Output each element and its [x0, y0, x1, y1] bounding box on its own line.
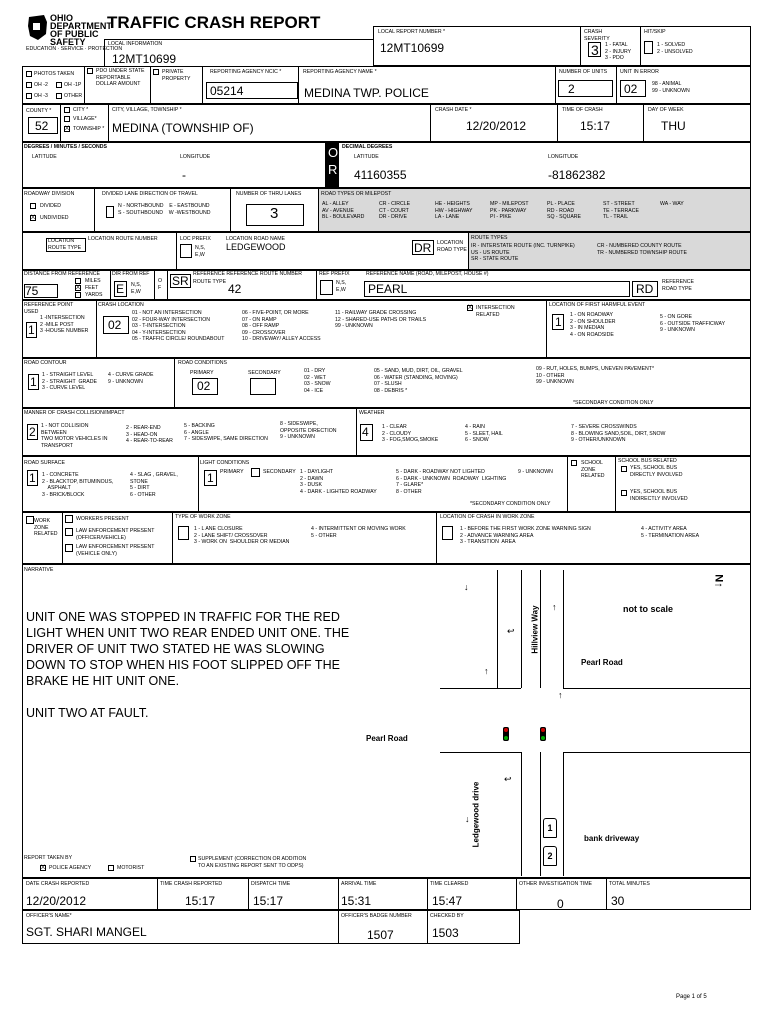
pearl-right-label: Pearl Road	[581, 658, 623, 667]
arrow-up-icon: ↑	[552, 602, 557, 612]
photo-oh2-label: OH -2	[34, 82, 48, 88]
light-primary-value[interactable]: 1	[207, 471, 214, 485]
refpoint-label: REFERENCE POINT USED	[24, 302, 74, 315]
traffic-light-icon	[503, 727, 509, 741]
dir-label: DIR FROM REF	[112, 271, 150, 277]
unit-1-vehicle: 1	[543, 818, 557, 838]
badge-label: OFFICER'S BADGE NUMBER	[341, 913, 412, 919]
wz-loc-col2: 4 - ACTIVITY AREA 5 - TERMINATION AREA	[641, 526, 700, 539]
ref-route-type-label: ROUTE TYPE	[193, 279, 227, 285]
bus-indirect-label: YES, SCHOOL BUS INDIRECTLY INVOLVED	[630, 489, 688, 502]
crash-loc-col3: 11 - RAILWAY GRADE CROSSING 12 - SHARED-USE PATHS OR TRAILS 99 - UNKNOWN	[335, 310, 427, 329]
weather-label: WEATHER	[359, 410, 385, 416]
collision-col2: 2 - REAR-END 3 - HEAD-ON 4 - REAR-TO-REAR	[126, 425, 173, 444]
first-harm-value[interactable]: 1	[555, 315, 562, 329]
bank-driveway-label: bank driveway	[584, 834, 640, 843]
workers-present-checkbox[interactable]	[65, 515, 73, 523]
wz-loc-col1: 1 - BEFORE THE FIRST WORK ZONE WARNING SIGN 2 - ADVANCE WARNING AREA 3 - TRANSITION AREA	[460, 526, 591, 545]
arrival-value[interactable]: 15:31	[341, 894, 372, 908]
pdo-label: PDO UNDER STATE REPORTABLE DOLLAR AMOUNT	[96, 68, 145, 87]
hit-skip-label: HIT/SKIP	[644, 29, 666, 35]
arrow-up-icon: ↑	[558, 690, 563, 700]
city-checkbox[interactable]	[64, 107, 70, 113]
taken-by-label: REPORT TAKEN BY	[24, 855, 73, 861]
ledgewood-label: Ledgewood drive	[471, 781, 481, 848]
surface-col2: 4 - SLAG , GRAVEL, STONE 5 - DIRT 6 - OTHER	[130, 472, 178, 498]
school-bus-label: SCHOOL BUS RELATED	[618, 458, 677, 464]
thru-lanes-value[interactable]: 3	[270, 205, 279, 222]
loc-route-label: LOCATION ROUTE NUMBER	[88, 236, 158, 242]
badge-value[interactable]: 1507	[367, 928, 394, 942]
num-units-label: NUMBER OF UNITS	[559, 69, 608, 75]
agency-name-value[interactable]: MEDINA TWP. POLICE	[304, 86, 429, 100]
dow-value[interactable]: THU	[661, 119, 686, 133]
contour-opts2: 4 - CURVE GRADE 9 - UNKNOWN	[108, 372, 154, 385]
lat-dec-label: LATITUDE	[354, 154, 379, 160]
loc-road-type-label: LOCATION ROAD TYPE	[437, 240, 467, 253]
cvt-label: CITY, VILLAGE, TOWNSHIP *	[112, 107, 182, 113]
photo-oh1p-label: OH -1P	[64, 82, 82, 88]
logo-sub: EDUCATION · SERVICE · PROTECTION	[26, 46, 123, 52]
crash-date-label: CRASH DATE *	[435, 107, 472, 113]
contour-opts1: 1 - STRAIGHT LEVEL 2 - STRAIGHT GRADE 3 - CURVE LEVEL	[42, 372, 97, 391]
road-types-col5: PL - PLACE RD - ROAD SQ - SQUARE	[547, 201, 582, 220]
light-note: *SECONDARY CONDITION ONLY	[470, 501, 551, 507]
road-cond-primary: PRIMARY	[190, 370, 214, 376]
wz-type-label: TYPE OF WORK ZONE	[175, 514, 231, 520]
officer-label: OFFICER'S NAME*	[26, 913, 72, 919]
road-types-col4: MP - MILEPOST PK - PARKWAY PI - PIKE	[490, 201, 529, 220]
city-label: CITY *	[73, 107, 89, 113]
collision-col4: 8 - SIDESWIPE, OPPOSITE DIRECTION 9 - UNKNOWN	[280, 421, 337, 440]
ref-prefix-options: N,S, E,W	[336, 280, 347, 293]
time-value[interactable]: 15:17	[580, 119, 611, 133]
township-checkbox[interactable]: X	[65, 126, 70, 132]
bus-direct-label: YES, SCHOOL BUS DIRECTLY INVOLVED	[630, 465, 683, 478]
supplement-label: SUPPLEMENT (CORRECTION OR ADDITION TO AN EXISTING REPORT SENT TO ODPS)	[198, 856, 307, 869]
page-number: Page 1 of 5	[676, 994, 707, 1000]
ref-road-type-label: REFERENCE ROAD TYPE	[662, 279, 694, 292]
divided-label: DIVIDED	[40, 203, 62, 209]
wz-loc-value[interactable]	[442, 526, 453, 540]
decimal-label: DECIMAL DEGREES	[342, 144, 393, 150]
crash-loc-col1: 01 - NOT AN INTERSECTION 02 - FOUR-WAY INTERSECTION 03 - T-INTERSECTION 04 - Y-INTERSECTION 05 - TRAFFIC CIRCLE/ ROUNDABOUT	[132, 310, 225, 342]
work-zone-label: WORK ZONE RELATED	[34, 518, 58, 537]
light-col1: 1 - DAYLIGHT 2 - DAWN 3 - DUSK 4 - DARK - LIGHTED ROADWAY	[300, 469, 377, 495]
other-inv-label: OTHER INVESTIGATION TIME	[519, 881, 593, 887]
wz-loc-label: LOCATION OF CRASH IN WORK ZONE	[440, 514, 535, 520]
ref-name-label: REFERENCE NAME (ROAD, MILEPOST, HOUSE #)	[366, 271, 489, 277]
local-info-value[interactable]: 12MT10699	[112, 52, 177, 66]
road-types-col3: HE - HEIGHTS HW - HIGHWAY LA - LANE	[435, 201, 473, 220]
refpoint-value[interactable]: 1	[28, 323, 35, 337]
photo-other-checkbox[interactable]	[56, 93, 62, 99]
dist-label: DISTANCE FROM REFERENCE	[24, 271, 100, 277]
ohio-dps-logo	[26, 13, 112, 47]
light-label: LIGHT CONDITIONS	[200, 460, 250, 466]
photos-taken-checkbox[interactable]	[26, 71, 32, 77]
divided-checkbox[interactable]	[30, 203, 36, 209]
time-label: TIME OF CRASH	[562, 107, 603, 113]
arrow-up-icon: ↑	[484, 666, 489, 676]
village-label: VILLAGE*	[73, 116, 97, 122]
wz-type-col1: 1 - L ANE CLOSURE 2 - LANE SHIFT/ CROSSOVER 3 - WORK ON SHOULDER OR MEDIAN	[194, 526, 290, 545]
school-zone-label: SCHOOL ZONE RELATED	[581, 460, 605, 479]
weather-col3: 7 - SEVERE CROSSWINDS 8 - BLOWING SAND,SOIL, DIRT, SNOW 9 - OTHER/UNKNOWN	[571, 424, 666, 443]
township-label: TOWNSHIP *	[73, 126, 105, 132]
village-checkbox[interactable]	[64, 116, 70, 122]
agency-name-label: REPORTING AGENCY NAME *	[303, 69, 377, 75]
long-dms-value[interactable]: -	[182, 168, 186, 182]
loc-road-label: LOCATION ROAD NAME	[226, 236, 285, 242]
private-property-label: PRIVATE PROPERTY	[162, 69, 191, 82]
collision-col1: 1 - NOT COLLISION BETWEEN TWO MOTOR VEHICLES IN TRANSPORT	[41, 423, 108, 449]
crash-severity-value[interactable]: 3	[591, 42, 599, 58]
photos-taken-label: PHOTOS TAKEN	[34, 71, 75, 77]
agency-ncic-label: REPORTING AGENCY NCIC *	[210, 69, 282, 75]
not-to-scale-label: not to scale	[623, 604, 674, 614]
logo-text: OHIO DEPARTMENT OF PUBLIC SAFETY	[50, 13, 112, 47]
ref-route-type-value[interactable]: SR	[172, 274, 189, 288]
ref-route-value[interactable]: 42	[228, 282, 242, 296]
time-reported-value[interactable]: 15:17	[185, 894, 216, 908]
total-value[interactable]: 30	[611, 894, 625, 908]
collision-label: MANNER OF CRASH COLLISION/IMPACT	[24, 410, 125, 416]
light-col2: 5 - DARK - ROADWAY NOT LIGHTED 6 - DARK - UNKNOWN ROADWAY LIGHTING 7 - GLARE* 8 - OTHER	[396, 469, 507, 495]
traffic-light-icon	[540, 727, 546, 741]
loc-road-type-value[interactable]: DR	[414, 241, 432, 255]
checked-label: CHECKED BY	[430, 913, 464, 919]
road-types-col2: CR - CIRCLE CT - COURT DR - DRIVE	[379, 201, 411, 220]
dist-value[interactable]: 75	[25, 284, 39, 298]
crash-diagram	[366, 570, 750, 876]
feet-checkbox[interactable]: X	[76, 285, 81, 291]
photo-oh3-label: OH -3	[34, 93, 48, 99]
severity-options: 1 - FATAL 2 - INJURY 3 - PDO	[605, 42, 632, 61]
light-col3: 9 - UNKNOWN	[518, 469, 553, 475]
yards-checkbox[interactable]	[75, 292, 81, 298]
road-types-col6: ST - STREET TE - TERRACE TL - TRAIL	[603, 201, 639, 220]
loc-prefix-options: N,S, E,W	[195, 245, 206, 258]
pearl-left-label: Pearl Road	[366, 734, 408, 743]
route-types-label: ROUTE TYPES	[471, 235, 508, 241]
weather-col2: 4 - RAIN 5 - SLEET, HAIL 6 - SNOW	[465, 424, 503, 443]
road-cond-label: ROAD CONDITIONS	[178, 360, 227, 366]
workers-present-label: WORKERS PRESENT	[76, 516, 129, 522]
light-secondary-value[interactable]	[251, 468, 260, 477]
arrival-label: ARRIVAL TIME	[341, 881, 377, 887]
total-label: TOTAL MINUTES	[609, 881, 650, 887]
work-zone-checkbox[interactable]	[26, 516, 34, 524]
ref-route-label: REFERENCE REFERENCE ROUTE NUMBER	[193, 271, 302, 277]
division-label: ROADWAY DIVISION	[24, 191, 75, 197]
north-arrow-icon: N↑	[712, 574, 725, 588]
route-types-text: IR - INTERSTATE ROUTE (INC. TURNPIKE) US - US ROUTE SR - STATE ROUTE	[471, 243, 575, 262]
ohio-map-icon	[26, 14, 50, 42]
date-reported-value[interactable]: 12/20/2012	[26, 894, 87, 908]
dispatch-value[interactable]: 15:17	[253, 894, 284, 908]
road-cond-col1: 01 - DRY 02 - WET 03 - SNOW 04 - ICE	[304, 368, 331, 394]
road-cond-note: *SECONDARY CONDITION ONLY	[573, 400, 654, 406]
cleared-value[interactable]: 15:47	[432, 894, 463, 908]
weather-col1: 1 - CLEAR 2 - CLOUDY 3 - FOG,SMOG,SMOKE	[382, 424, 439, 443]
dispatch-label: DISPATCH TIME	[251, 881, 291, 887]
checked-value[interactable]: 1503	[432, 926, 459, 940]
intersection-related-label: INTERSECTION RELATED	[476, 305, 515, 318]
first-harm-label: LOCATION OF FIRST HARMFUL EVENT	[549, 302, 646, 308]
time-reported-label: TIME CRASH REPORTED	[160, 881, 223, 887]
arrow-down-icon: ↓	[464, 582, 469, 592]
local-info-label: LOCAL INFORMATION	[108, 41, 163, 47]
road-cond-col3: 09 - RUT, HOLES, BUMPS, UNEVEN PAVEMENT* 10 - OTHER 99 - UNKNOWN	[536, 366, 654, 385]
unit-error-value[interactable]: 02	[624, 82, 638, 96]
police-agency-checkbox[interactable]: X	[41, 865, 46, 871]
le-present2-label: LAW ENFORCEMENT PRESENT (VEHICLE ONLY)	[76, 544, 155, 557]
crash-loc-value[interactable]: 02	[108, 318, 122, 332]
crash-loc-col2: 06 - FIVE-POINT, OR MORE 07 - ON RAMP 08 - OFF RAMP 09 - CROSSOVER 10 - DRIVEWAY/ ALLEY ACCESS	[242, 310, 321, 342]
le-present2-checkbox[interactable]	[65, 544, 73, 552]
crash-severity-label: CRASH SEVERITY	[584, 29, 610, 42]
refpoint-options: 1 -INTERSECTION 2 -MILE POST 3 -HOUSE NUMBER	[40, 315, 89, 334]
photo-oh3-checkbox[interactable]	[26, 93, 32, 99]
long-dec-label: LONGITUDE	[548, 154, 579, 160]
school-zone-checkbox[interactable]	[571, 460, 577, 466]
of-label: O F	[158, 278, 163, 291]
local-report-label: LOCAL REPORT NUMBER *	[378, 29, 446, 35]
lane-dir-label: DIVIDED LANE DIRECTION OF TRAVEL	[102, 191, 198, 197]
lane-dir-box[interactable]	[106, 206, 114, 218]
hit-skip-options: 1 - SOLVED 2 - UNSOLVED	[657, 42, 693, 55]
or-o: O	[328, 145, 339, 160]
police-agency-label: POLICE AGENCY	[49, 865, 92, 871]
intersection-related-checkbox[interactable]: X	[468, 305, 473, 311]
road-cond-primary-value[interactable]: 02	[197, 379, 211, 393]
photo-other-label: OTHER	[64, 93, 83, 99]
lane-dir-options: N - NORTHBOUND E - EASTBOUND S - SOUTHBOUND W -WESTBOUND	[118, 203, 211, 216]
local-report-value[interactable]: 12MT10699	[380, 41, 445, 55]
first-harm-col2: 5 - ON GORE 6 - OUTSIDE TRAFFICWAY 9 - UNKNOWN	[660, 314, 726, 333]
dir-value[interactable]: E	[116, 282, 125, 296]
wz-type-value[interactable]	[178, 526, 189, 540]
route-types-text2: CR - NUMBERED COUNTY ROUTE TR - NUMBERED TOWNSHIP ROUTE	[597, 243, 687, 256]
feet-label: FEET	[85, 285, 99, 291]
first-harm-col1: 1 - ON ROADWAY 2 - ON SHOULDER 3 - IN MEDIAN 4 - ON ROADSIDE	[570, 312, 616, 338]
unit-error-label: UNIT IN ERROR	[620, 69, 659, 75]
arrow-turn-icon: ↩	[507, 626, 515, 636]
bus-indirect-checkbox[interactable]	[621, 490, 627, 496]
arrow-turn-icon: ↩	[504, 774, 512, 784]
le-present1-checkbox[interactable]	[65, 528, 73, 536]
ref-road-type-value[interactable]: RD	[636, 282, 654, 296]
thru-lanes-label: NUMBER OF THRU LANES	[236, 191, 302, 197]
hillview-label: Hillview Way	[530, 605, 540, 654]
dow-label: DAY OF WEEK	[648, 107, 684, 113]
other-inv-value[interactable]: 0	[557, 897, 564, 911]
road-types-label: ROAD TYPES OR MILEPOST	[321, 191, 392, 197]
long-label: LONGITUDE	[180, 154, 211, 160]
loc-prefix-label: LOC PREFIX	[180, 236, 211, 242]
narrative-label: NARRATIVE	[24, 567, 54, 573]
dir-options: N,S, E,W	[131, 282, 142, 295]
photo-oh1p-checkbox[interactable]	[56, 82, 62, 88]
unit-2-vehicle: 2	[543, 846, 557, 866]
long-dec-value[interactable]: -81862382	[548, 168, 606, 182]
ref-name-value[interactable]: PEARL	[368, 282, 408, 296]
undivided-checkbox[interactable]: X	[31, 215, 36, 221]
miles-label: MILES	[85, 278, 101, 284]
arrow-down-icon: ↓	[465, 814, 470, 824]
lat-dec-value[interactable]: 41160355	[354, 168, 407, 182]
contour-value[interactable]: 1	[30, 375, 37, 389]
supplement-checkbox[interactable]	[190, 856, 196, 862]
num-units-value[interactable]: 2	[568, 82, 575, 96]
or-r: R	[328, 162, 338, 177]
loc-route-type-label: LOCATION ROUTE TYPE	[48, 238, 82, 251]
road-cond-secondary-value[interactable]	[250, 378, 276, 395]
road-types-col7: WA - WAY	[660, 201, 684, 207]
unit-error-options: 98 - ANIMAL 99 - UNKNOWN	[652, 81, 690, 94]
dms-label: DEGREES / MINUTES / SECONDS	[24, 144, 108, 150]
photo-oh2-checkbox[interactable]	[26, 82, 32, 88]
motorist-label: MOTORIST	[117, 865, 145, 871]
undivided-label: UNDIVIDED	[40, 215, 69, 221]
motorist-checkbox[interactable]	[108, 865, 114, 871]
surface-value[interactable]: 1	[29, 471, 36, 485]
collision-value[interactable]: 2	[29, 425, 36, 439]
officer-value[interactable]: SGT. SHARI MANGEL	[26, 925, 147, 939]
contour-label: ROAD CONTOUR	[24, 360, 67, 366]
loc-road-value[interactable]: LEDGEWOOD	[226, 242, 286, 252]
road-cond-secondary: SECONDARY	[248, 370, 281, 376]
light-primary-label: PRIMARY	[220, 469, 244, 475]
collision-col3: 5 - BACKING 6 - ANGLE 7 - SIDESWIPE, SAME DIRECTION	[184, 423, 268, 442]
pdo-checkbox[interactable]	[87, 68, 93, 74]
date-reported-label: DATE CRASH REPORTED	[26, 881, 90, 887]
agency-ncic-value[interactable]: 05214	[210, 84, 244, 98]
narrative-text[interactable]: UNIT ONE WAS STOPPED IN TRAFFIC FOR THE RED LIGHT WHEN UNIT TWO REAR ENDED UNIT ONE. THE DRIVER OF UNIT TWO STATED HE WAS SLOWING DOWN TO STOP WHEN HIS FOOT SLIPPED OFF THE BRAKE HE HIT UNIT ONE. UNIT TWO AT FAULT.	[26, 610, 350, 720]
crash-date-value[interactable]: 12/20/2012	[466, 119, 527, 133]
road-cond-col2: 05 - SAND, MUD, DIRT, OIL, GRAVEL 06 - WATER (STANDING, MOVING) 07 - SLUSH 08 - DEBRIS *	[374, 368, 463, 394]
ref-prefix-label: REF PREFIX	[319, 271, 350, 277]
miles-checkbox[interactable]	[75, 278, 81, 284]
page-title: TRAFFIC CRASH REPORT	[107, 13, 321, 32]
weather-value[interactable]: 4	[362, 425, 369, 439]
le-present1-label: LAW ENFORCEMENT PRESENT (OFFICER/VEHICLE)	[76, 528, 155, 541]
county-label: COUNTY *	[26, 108, 52, 114]
private-property-checkbox[interactable]	[153, 69, 159, 75]
bus-direct-checkbox[interactable]	[621, 466, 627, 472]
wz-type-col2: 4 - INTERMITTENT OR MOVING WORK 5 - OTHER	[311, 526, 406, 539]
lat-label: LATITUDE	[32, 154, 57, 160]
road-types-col1: AL - ALLEY AV - AVENUE BL - BOULEVARD	[322, 201, 365, 220]
cvt-value[interactable]: MEDINA (TOWNSHIP OF)	[112, 121, 254, 135]
surface-col1: 1 - CONCRETE 2 - BLACKTOP, BITUMINOUS, ASPHALT 3 - BRICK/BLOCK	[42, 472, 114, 498]
light-secondary-label: SECONDARY	[263, 469, 296, 475]
crash-loc-label: CRASH LOCATION	[98, 302, 144, 308]
cleared-label: TIME CLEARED	[430, 881, 469, 887]
surface-label: ROAD SURFACE	[24, 460, 65, 466]
yards-label: YARDS	[85, 292, 103, 298]
county-value[interactable]: 52	[35, 119, 49, 133]
